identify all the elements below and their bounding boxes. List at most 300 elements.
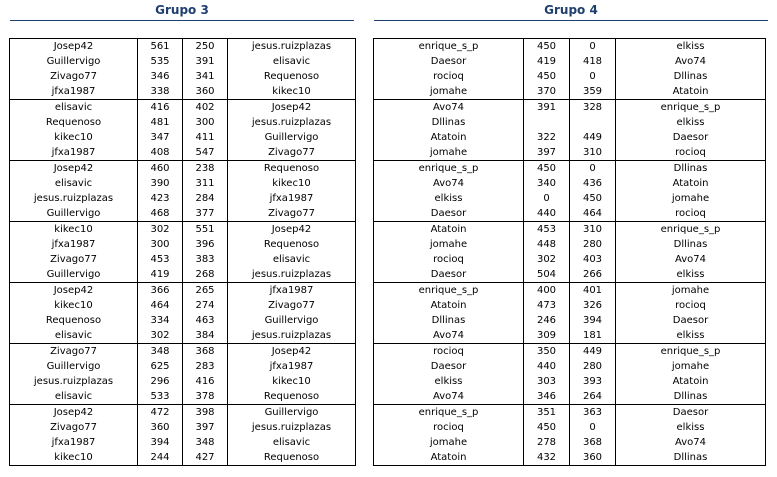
table-row <box>10 389 356 405</box>
away-score-cell: 0 <box>570 420 616 435</box>
away-player-cell: Avo74 <box>616 252 766 267</box>
table-row <box>10 161 356 177</box>
away-score-cell: 250 <box>183 39 228 55</box>
match-block <box>10 161 356 222</box>
home-score-cell: 334 <box>138 313 183 328</box>
home-score-cell: 296 <box>138 374 183 389</box>
home-player-cell: Guillervigo <box>10 206 138 222</box>
table-row <box>10 298 356 313</box>
away-score-cell: 378 <box>183 389 228 405</box>
away-score-cell: 284 <box>183 191 228 206</box>
table-row <box>374 359 766 374</box>
table-row <box>374 115 766 130</box>
table-row <box>374 54 766 69</box>
table-row <box>374 283 766 299</box>
home-score-cell: 460 <box>138 161 183 177</box>
home-score-cell: 419 <box>524 54 570 69</box>
away-player-cell: elkiss <box>616 267 766 283</box>
home-score-cell: 278 <box>524 435 570 450</box>
table-row <box>10 420 356 435</box>
table-row <box>374 267 766 283</box>
table-row <box>10 344 356 360</box>
home-player-cell: Daesor <box>374 206 524 222</box>
table-row <box>374 313 766 328</box>
home-score-cell: 309 <box>524 328 570 344</box>
table-row <box>10 100 356 116</box>
home-score-cell: 448 <box>524 237 570 252</box>
away-score-cell: 280 <box>570 359 616 374</box>
home-score-cell: 416 <box>138 100 183 116</box>
grupo-3-table <box>9 38 356 466</box>
table-row <box>10 450 356 466</box>
away-score-cell: 464 <box>570 206 616 222</box>
home-score-cell: 338 <box>138 84 183 100</box>
grupo-4-rule <box>374 20 768 21</box>
away-player-cell: rocioq <box>616 145 766 161</box>
grupo-3-header <box>10 0 354 21</box>
home-score-cell: 390 <box>138 176 183 191</box>
table-row <box>10 191 356 206</box>
home-score-cell: 481 <box>138 115 183 130</box>
home-score-cell: 370 <box>524 84 570 100</box>
table-row <box>374 450 766 466</box>
home-player-cell: enrique_s_p <box>374 161 524 177</box>
away-player-cell: Guillervigo <box>228 313 356 328</box>
home-score-cell: 450 <box>524 39 570 55</box>
away-player-cell: jesus.ruizplazas <box>228 328 356 344</box>
home-player-cell: jomahe <box>374 84 524 100</box>
away-player-cell: Josep42 <box>228 344 356 360</box>
home-score-cell: 322 <box>524 130 570 145</box>
table-row <box>374 84 766 100</box>
away-player-cell: rocioq <box>616 298 766 313</box>
home-score-cell: 440 <box>524 359 570 374</box>
away-player-cell: Zivago77 <box>228 298 356 313</box>
away-player-cell: Josep42 <box>228 100 356 116</box>
match-block <box>10 344 356 405</box>
table-row <box>374 237 766 252</box>
table-row <box>374 191 766 206</box>
away-score-cell: 402 <box>183 100 228 116</box>
table-row <box>374 389 766 405</box>
home-score-cell: 351 <box>524 405 570 421</box>
home-player-cell: Guillervigo <box>10 54 138 69</box>
home-score-cell: 346 <box>138 69 183 84</box>
away-score-cell: 360 <box>183 84 228 100</box>
match-block <box>10 100 356 161</box>
away-score-cell: 264 <box>570 389 616 405</box>
away-player-cell: jfxa1987 <box>228 191 356 206</box>
away-score-cell: 368 <box>570 435 616 450</box>
home-score-cell: 423 <box>138 191 183 206</box>
home-player-cell: jfxa1987 <box>10 237 138 252</box>
away-player-cell: enrique_s_p <box>616 100 766 116</box>
away-player-cell: Josep42 <box>228 222 356 238</box>
table-row <box>10 313 356 328</box>
away-player-cell: Zivago77 <box>228 145 356 161</box>
home-player-cell: Avo74 <box>374 328 524 344</box>
away-score-cell: 393 <box>570 374 616 389</box>
table-row <box>374 328 766 344</box>
table-row <box>374 222 766 238</box>
match-block <box>10 39 356 100</box>
away-player-cell: jomahe <box>616 191 766 206</box>
away-score-cell: 418 <box>570 54 616 69</box>
table-row <box>374 145 766 161</box>
home-player-cell: Zivago77 <box>10 420 138 435</box>
away-score-cell: 181 <box>570 328 616 344</box>
table-row <box>10 222 356 238</box>
home-score-cell: 468 <box>138 206 183 222</box>
table-row <box>10 405 356 421</box>
table-row <box>374 161 766 177</box>
away-player-cell: Avo74 <box>616 54 766 69</box>
away-score-cell: 368 <box>183 344 228 360</box>
home-score-cell: 394 <box>138 435 183 450</box>
match-block <box>10 283 356 344</box>
home-player-cell: jfxa1987 <box>10 84 138 100</box>
away-player-cell: Requenoso <box>228 161 356 177</box>
home-score-cell: 346 <box>524 389 570 405</box>
away-player-cell: Avo74 <box>616 435 766 450</box>
away-player-cell: enrique_s_p <box>616 222 766 238</box>
match-block <box>374 283 766 344</box>
away-player-cell: elkiss <box>616 420 766 435</box>
home-score-cell: 535 <box>138 54 183 69</box>
away-player-cell: jfxa1987 <box>228 359 356 374</box>
table-row <box>10 359 356 374</box>
away-player-cell: jesus.ruizplazas <box>228 39 356 55</box>
away-score-cell: 238 <box>183 161 228 177</box>
away-score-cell: 377 <box>183 206 228 222</box>
home-score-cell: 244 <box>138 450 183 466</box>
away-score-cell: 328 <box>570 100 616 116</box>
table-row <box>374 420 766 435</box>
away-player-cell: Dllinas <box>616 389 766 405</box>
away-player-cell: Daesor <box>616 130 766 145</box>
home-score-cell: 0 <box>524 191 570 206</box>
home-score-cell: 303 <box>524 374 570 389</box>
home-score-cell <box>524 115 570 130</box>
home-score-cell: 302 <box>138 328 183 344</box>
away-score-cell: 397 <box>183 420 228 435</box>
home-player-cell: enrique_s_p <box>374 283 524 299</box>
away-score-cell: 266 <box>570 267 616 283</box>
away-score-cell: 310 <box>570 222 616 238</box>
home-player-cell: Requenoso <box>10 115 138 130</box>
away-player-cell: Atatoin <box>616 176 766 191</box>
home-player-cell: elisavic <box>10 176 138 191</box>
home-player-cell: Atatoin <box>374 130 524 145</box>
table-row <box>374 130 766 145</box>
home-player-cell: Guillervigo <box>10 267 138 283</box>
home-score-cell: 302 <box>138 222 183 238</box>
home-score-cell: 347 <box>138 130 183 145</box>
away-player-cell: elisavic <box>228 252 356 267</box>
home-score-cell: 453 <box>138 252 183 267</box>
grupo-4-title: Grupo 4 <box>544 3 598 17</box>
away-player-cell: Zivago77 <box>228 206 356 222</box>
home-player-cell: jfxa1987 <box>10 145 138 161</box>
table-row <box>10 69 356 84</box>
home-score-cell: 246 <box>524 313 570 328</box>
away-player-cell: Requenoso <box>228 69 356 84</box>
away-player-cell: jesus.ruizplazas <box>228 267 356 283</box>
table-row <box>374 100 766 116</box>
home-player-cell: jfxa1987 <box>10 435 138 450</box>
home-score-cell: 366 <box>138 283 183 299</box>
home-player-cell: Josep42 <box>10 283 138 299</box>
home-player-cell: kikec10 <box>10 222 138 238</box>
away-score-cell <box>570 115 616 130</box>
home-score-cell: 473 <box>524 298 570 313</box>
home-player-cell: Avo74 <box>374 176 524 191</box>
away-player-cell: jesus.ruizplazas <box>228 420 356 435</box>
home-player-cell: rocioq <box>374 344 524 360</box>
table-row <box>10 252 356 267</box>
grupo-4-table <box>373 38 766 466</box>
match-block <box>374 100 766 161</box>
home-score-cell: 419 <box>138 267 183 283</box>
home-player-cell: Atatoin <box>374 450 524 466</box>
away-score-cell: 463 <box>183 313 228 328</box>
table-row <box>10 176 356 191</box>
away-player-cell: elkiss <box>616 328 766 344</box>
home-player-cell: enrique_s_p <box>374 39 524 55</box>
away-score-cell: 311 <box>183 176 228 191</box>
home-player-cell: Avo74 <box>374 100 524 116</box>
home-score-cell: 625 <box>138 359 183 374</box>
table-row <box>374 252 766 267</box>
away-player-cell: Daesor <box>616 313 766 328</box>
away-score-cell: 547 <box>183 145 228 161</box>
home-player-cell: Dllinas <box>374 313 524 328</box>
away-score-cell: 427 <box>183 450 228 466</box>
away-player-cell: jomahe <box>616 283 766 299</box>
away-score-cell: 326 <box>570 298 616 313</box>
away-score-cell: 0 <box>570 161 616 177</box>
away-player-cell: rocioq <box>616 206 766 222</box>
home-player-cell: jomahe <box>374 435 524 450</box>
home-player-cell: Requenoso <box>10 313 138 328</box>
away-player-cell: Atatoin <box>616 84 766 100</box>
away-player-cell: enrique_s_p <box>616 344 766 360</box>
table-row <box>10 267 356 283</box>
table-row <box>374 206 766 222</box>
grupo-3-rule <box>10 20 354 21</box>
home-player-cell: elkiss <box>374 374 524 389</box>
away-score-cell: 449 <box>570 130 616 145</box>
away-score-cell: 383 <box>183 252 228 267</box>
away-score-cell: 450 <box>570 191 616 206</box>
home-score-cell: 504 <box>524 267 570 283</box>
away-score-cell: 411 <box>183 130 228 145</box>
away-player-cell: Requenoso <box>228 389 356 405</box>
away-player-cell: elkiss <box>616 115 766 130</box>
home-player-cell: Josep42 <box>10 161 138 177</box>
grupo-4-header <box>374 0 768 21</box>
away-player-cell: jfxa1987 <box>228 283 356 299</box>
away-score-cell: 341 <box>183 69 228 84</box>
table-row <box>10 206 356 222</box>
away-score-cell: 396 <box>183 237 228 252</box>
away-player-cell: jomahe <box>616 359 766 374</box>
home-player-cell: Josep42 <box>10 39 138 55</box>
home-player-cell: elisavic <box>10 100 138 116</box>
home-player-cell: enrique_s_p <box>374 405 524 421</box>
away-player-cell: Requenoso <box>228 450 356 466</box>
away-player-cell: Dllinas <box>616 237 766 252</box>
home-player-cell: Josep42 <box>10 405 138 421</box>
home-score-cell: 300 <box>138 237 183 252</box>
home-score-cell: 432 <box>524 450 570 466</box>
home-player-cell: elisavic <box>10 389 138 405</box>
away-score-cell: 384 <box>183 328 228 344</box>
match-block <box>10 405 356 466</box>
home-player-cell: Avo74 <box>374 389 524 405</box>
away-score-cell: 0 <box>570 39 616 55</box>
home-score-cell: 397 <box>524 145 570 161</box>
table-row <box>10 328 356 344</box>
away-score-cell: 551 <box>183 222 228 238</box>
match-block <box>374 222 766 283</box>
table-row <box>10 115 356 130</box>
away-score-cell: 416 <box>183 374 228 389</box>
away-score-cell: 363 <box>570 405 616 421</box>
home-score-cell: 440 <box>524 206 570 222</box>
away-player-cell: Guillervigo <box>228 130 356 145</box>
home-player-cell: Atatoin <box>374 222 524 238</box>
grupo-3-title: Grupo 3 <box>155 3 209 17</box>
away-player-cell: kikec10 <box>228 84 356 100</box>
away-score-cell: 449 <box>570 344 616 360</box>
away-player-cell: Atatoin <box>616 374 766 389</box>
home-score-cell: 450 <box>524 69 570 84</box>
home-player-cell: Dllinas <box>374 115 524 130</box>
away-score-cell: 280 <box>570 237 616 252</box>
table-row <box>10 435 356 450</box>
table-row <box>10 54 356 69</box>
home-player-cell: elkiss <box>374 191 524 206</box>
home-score-cell: 391 <box>524 100 570 116</box>
away-player-cell: Requenoso <box>228 237 356 252</box>
away-player-cell: Daesor <box>616 405 766 421</box>
home-player-cell: Daesor <box>374 359 524 374</box>
away-score-cell: 283 <box>183 359 228 374</box>
home-player-cell: jesus.ruizplazas <box>10 374 138 389</box>
home-score-cell: 348 <box>138 344 183 360</box>
away-score-cell: 348 <box>183 435 228 450</box>
away-player-cell: kikec10 <box>228 176 356 191</box>
home-score-cell: 340 <box>524 176 570 191</box>
table-row <box>10 374 356 389</box>
home-score-cell: 302 <box>524 252 570 267</box>
away-score-cell: 391 <box>183 54 228 69</box>
home-score-cell: 533 <box>138 389 183 405</box>
home-player-cell: jomahe <box>374 237 524 252</box>
home-player-cell: kikec10 <box>10 298 138 313</box>
away-score-cell: 401 <box>570 283 616 299</box>
away-score-cell: 359 <box>570 84 616 100</box>
home-score-cell: 350 <box>524 344 570 360</box>
home-player-cell: Daesor <box>374 54 524 69</box>
home-score-cell: 561 <box>138 39 183 55</box>
table-row <box>374 374 766 389</box>
away-player-cell: Dllinas <box>616 450 766 466</box>
home-score-cell: 453 <box>524 222 570 238</box>
home-score-cell: 464 <box>138 298 183 313</box>
away-player-cell: jesus.ruizplazas <box>228 115 356 130</box>
table-row <box>374 39 766 55</box>
table-row <box>374 69 766 84</box>
table-row <box>374 435 766 450</box>
home-player-cell: rocioq <box>374 420 524 435</box>
home-player-cell: Atatoin <box>374 298 524 313</box>
match-block <box>374 405 766 466</box>
table-row <box>10 145 356 161</box>
away-player-cell: Dllinas <box>616 69 766 84</box>
table-row <box>10 84 356 100</box>
table-row <box>10 130 356 145</box>
away-player-cell: Guillervigo <box>228 405 356 421</box>
away-player-cell: elisavic <box>228 54 356 69</box>
away-score-cell: 268 <box>183 267 228 283</box>
away-score-cell: 0 <box>570 69 616 84</box>
away-player-cell: elkiss <box>616 39 766 55</box>
home-score-cell: 450 <box>524 161 570 177</box>
away-score-cell: 274 <box>183 298 228 313</box>
home-player-cell: rocioq <box>374 252 524 267</box>
home-player-cell: Zivago77 <box>10 344 138 360</box>
away-score-cell: 360 <box>570 450 616 466</box>
table-row <box>10 39 356 55</box>
away-score-cell: 300 <box>183 115 228 130</box>
table-row <box>374 344 766 360</box>
match-block <box>374 161 766 222</box>
home-player-cell: Zivago77 <box>10 252 138 267</box>
home-score-cell: 408 <box>138 145 183 161</box>
match-block <box>374 344 766 405</box>
home-player-cell: jomahe <box>374 145 524 161</box>
away-player-cell: elisavic <box>228 435 356 450</box>
away-score-cell: 436 <box>570 176 616 191</box>
table-row <box>10 283 356 299</box>
away-score-cell: 403 <box>570 252 616 267</box>
home-player-cell: elisavic <box>10 328 138 344</box>
away-score-cell: 398 <box>183 405 228 421</box>
match-block <box>374 39 766 100</box>
home-player-cell: kikec10 <box>10 130 138 145</box>
away-score-cell: 310 <box>570 145 616 161</box>
away-player-cell: kikec10 <box>228 374 356 389</box>
away-player-cell: Dllinas <box>616 161 766 177</box>
home-score-cell: 360 <box>138 420 183 435</box>
home-score-cell: 472 <box>138 405 183 421</box>
table-row <box>10 237 356 252</box>
table-row <box>374 405 766 421</box>
home-player-cell: Zivago77 <box>10 69 138 84</box>
home-score-cell: 450 <box>524 420 570 435</box>
home-player-cell: kikec10 <box>10 450 138 466</box>
table-row <box>374 176 766 191</box>
home-score-cell: 400 <box>524 283 570 299</box>
away-score-cell: 394 <box>570 313 616 328</box>
home-player-cell: Guillervigo <box>10 359 138 374</box>
table-row <box>374 298 766 313</box>
home-player-cell: rocioq <box>374 69 524 84</box>
away-score-cell: 265 <box>183 283 228 299</box>
home-player-cell: Daesor <box>374 267 524 283</box>
